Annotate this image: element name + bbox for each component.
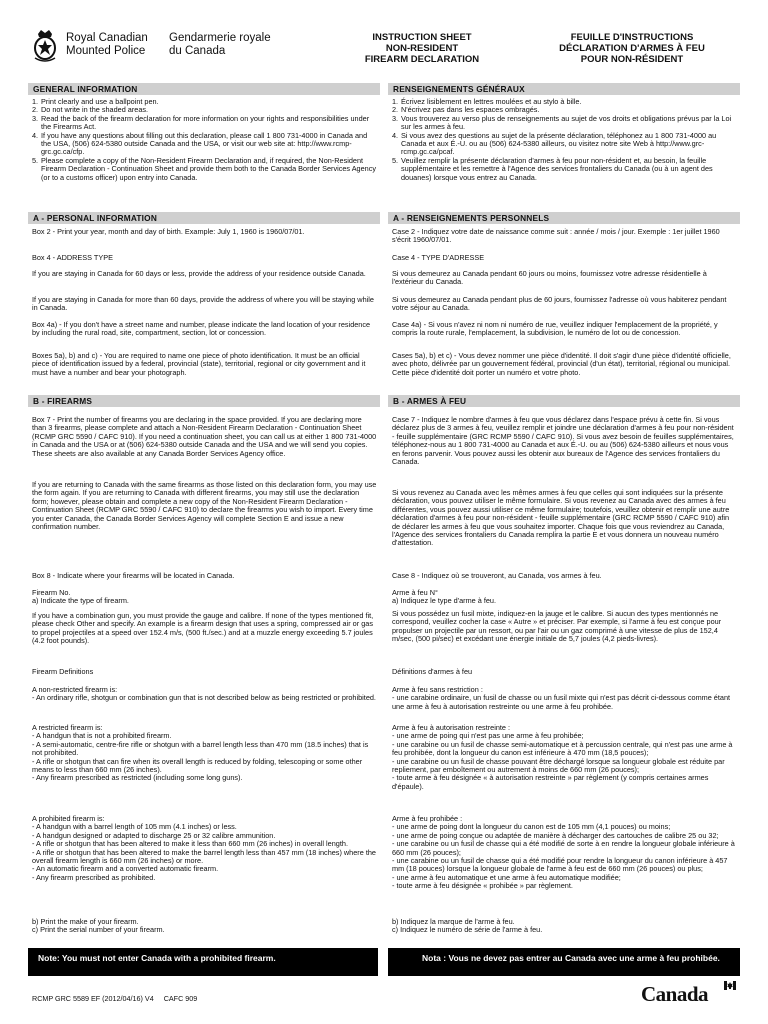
- list-item: [32, 157, 377, 182]
- list-item-text: Please complete a copy of the Non-Resident Firearm Declaration and, if required, the Non-Resident Firearm Declaration - Continuation Sheet and provide them both to the Canada Border Services Agency (or to a customs officer) upon entry into Canada.: [41, 155, 377, 182]
- paragraph: A prohibited firearm is: - A handgun with a barrel length of 105 mm (4.1 inches) or less. - A handgun designed or adapted to discharge 25 or 32 calibre ammunition. - A rifle or shotgun that has been altered to make it less than 660 mm (26 inches) in overall length. - A rifle or shotgun that has been altered to make the barrel length less than 457 mm (18 inches) where the overall firearm length is 660 mm (26 inches) or more. - An automatic firearm and a converted automatic firearm. - Any firearm prescribed as prohibited.: [32, 814, 376, 882]
- paragraph: If you are staying in Canada for 60 days or less, provide the address of your residence outside Canada.: [32, 269, 366, 278]
- canada-wordmark: Canada: [641, 982, 709, 1006]
- document-header: [32, 22, 748, 74]
- section-header-personal-fr: A - RENSEIGNEMENTS PERSONNELS: [388, 212, 740, 224]
- list-item-number: 1.: [392, 97, 399, 106]
- form-code: RCMP GRC 5589 EF (2012/04/16) V4 CAFC 909: [32, 994, 198, 1003]
- paragraph: If you have a combination gun, you must provide the gauge and calibre. If none of the types mentioned fit, please check Other and specify. An example is a firearm design that uses a spring, compressed air or gas to propel projectiles at a speed over 152.4 m/s, (500 ft./sec.) and at a muzzle energy exceeding 5.7 joules (4.2 foot pounds).: [32, 611, 374, 646]
- paragraph: If you are returning to Canada with the same firearms as those listed on this declaration form, you may use the form again. If you are returning to Canada with different firearms, you may still use the declaration form; however, please obtain and complete a new copy of the Non-Resident Firearm Declaration - Continuation Sheet (RCMP GRC 5590 / CAFC 910) to declare the firearms you wish to import. Every time you enter Canada, the Canada Border Services Agency will complete Section E and issue a new confirmation number.: [32, 480, 377, 532]
- paragraph: Case 4a) - Si vous n'avez ni nom ni numéro de rue, veuillez indiquer l'emplacement de la propriété, y compris la route rurale, l'emplacement, la subdivision, le numéro de lot ou de concession.: [392, 320, 718, 338]
- list-item-number: 5.: [392, 155, 399, 165]
- list-item-text: Print clearly and use a ballpoint pen.: [41, 97, 159, 106]
- paragraph: Box 7 - Print the number of firearms you are declaring in the space provided. If you are declaring more than 3 firearms, please complete and attach a Non-Resident Firearm Declaration - Continuation Sheet (RCMP GRC 5590 / CAFC 910). If you need a continuation sheet, you can call us at either 1 800 731-4000 in Canada and the USA or at (506) 624-5380 outside Canada and the USA and we will send you copies. These sheets are also available at any Canada Border Services Agency office.: [32, 415, 377, 458]
- paragraph: Case 7 - Indiquez le nombre d'armes à feu que vous déclarez dans l'espace prévu à cette fin. Si vous déclarez plus de 3 armes à feu, veuillez remplir et joindre une déclaration d'armes à feu pour non-résident - feuille supplémentaire (GRC RCMP 5590 / CAFC 910). Si vous avez besoin de feuilles supplémentaires, téléphonez-nous au 1 800 731-4000 au Canada et aux É.-U. ou au (506) 624-5380 ailleurs et nous vous en ferons parvenir. Vous pouvez aussi les obtenir aux bureaux de l'Agence des services frontaliers du Canada.: [392, 415, 734, 467]
- paragraph: b) Indiquez la marque de l'arme à feu. c) Indiquez le numéro de série de l'arme à feu.: [392, 917, 543, 935]
- list-item-number: 3.: [392, 113, 399, 123]
- list-item-text: Si vous avez des questions au sujet de la présente déclaration, téléphonez au 1 800 731-4000 au Canada et aux É.-U. ou au (506) 624-5380 ailleurs, ou visitez notre site Web à http://www.grc-rcmp.gc.ca/pcaf.: [401, 130, 717, 157]
- paragraph: Si vous demeurez au Canada pendant 60 jours ou moins, fournissez votre adresse résidentielle à l'extérieur du Canada.: [392, 269, 707, 287]
- paragraph: Case 8 - Indiquez où se trouveront, au Canada, vos armes à feu.: [392, 571, 602, 580]
- list-item: [392, 157, 737, 182]
- paragraph: Si vous revenez au Canada avec les mêmes armes à feu que celles qui sont indiquées sur la présente déclaration, vous pouvez utiliser le même formulaire. Si vous revenez au Canada avec des armes à feu différentes, vous pouvez aussi utiliser ce même formulaire; toutefois, veuillez obtenir et remplir une autre déclaration d'armes à feu pour non-résident - feuille supplémentaire (GRC RCMP 5590 / CAFC 910) afin de déclarer les armes à feu que vous souhaitez importer. Chaque fois que vous reviendrez au Canada, l'Agence des services frontaliers du Canada remplira la partie E et vous donnera un nouveau numéro d'attestation.: [392, 488, 730, 548]
- paragraph: Arme à feu prohibée : - une arme de poing dont la longueur du canon est de 105 mm (4,1 pouces) ou moins; - une arme de poing conçue ou adaptée de manière à décharger des cartouches de calibre 25 ou 32; - une carabine ou un fusil de chasse qui a été modifié de sorte à en rendre la longueur globale inférieure à 660 mm (26 pouces); - une carabine ou un fusil de chasse qui a été modifié pour rendre la longueur du canon inférieure à 457 mm (18 pouces) lorsque la longueur globale de l'arme à feu est de 660 mm (26 pouces) ou plus; - une arme à feu automatique et une arme à feu automatique modifiée; - toute arme à feu désignée « prohibée » par règlement.: [392, 814, 735, 891]
- canada-flag-icon: [724, 981, 736, 990]
- paragraph: Box 2 - Print your year, month and day of birth. Example: July 1, 1960 is 1960/07/01.: [32, 227, 305, 236]
- list-item-number: 4.: [32, 130, 39, 140]
- list-item-text: Read the back of the firearm declaration for more information on your rights and responsibilities under the Firearms Act.: [41, 113, 370, 132]
- general-list-en: [32, 98, 377, 182]
- section-header-firearms-fr: B - ARMES À FEU: [388, 395, 740, 407]
- list-item-number: 2.: [392, 105, 399, 115]
- list-item-text: Veuillez remplir la présente déclaration d'armes à feu pour non-résident et, au besoin, la feuille supplémentaire et les remettre à l'Agence des services frontaliers du Canada (ou à un agent des douanes) lorsque vous entrez au Canada.: [401, 155, 713, 182]
- prohibited-firearm-note-fr: Nota : Vous ne devez pas entrer au Canada avec une arme à feu prohibée.: [388, 948, 740, 976]
- section-header-general-en: GENERAL INFORMATION: [28, 83, 380, 95]
- paragraph: Firearm Definitions: [32, 667, 94, 676]
- paragraph: Case 2 - Indiquez votre date de naissance comme suit : année / mois / jour. Exemple : 1er juillet 1960 s'écrit 1960/07/01.: [392, 227, 720, 245]
- list-item-number: 3.: [32, 113, 39, 123]
- paragraph: Case 4 - TYPE D'ADRESSE: [392, 253, 485, 262]
- paragraph: Arme à feu N° a) Indiquez le type d'arme à feu.: [392, 588, 497, 606]
- paragraph: b) Print the make of your firearm. c) Print the serial number of your firearm.: [32, 917, 165, 935]
- section-header-personal-en: A - PERSONAL INFORMATION: [28, 212, 380, 224]
- list-item: [392, 115, 737, 132]
- list-item-text: N'écrivez pas dans les espaces ombragés.: [401, 105, 540, 115]
- general-list-fr: [392, 98, 737, 182]
- paragraph: Arme à feu sans restriction : - une carabine ordinaire, un fusil de chasse ou un fusil mixte qui n'est pas décrit ci-dessous comme étant une arme à feu à autorisation restreinte ou une arme à feu prohibée.: [392, 685, 731, 711]
- agency-name-fr: Gendarmerie royale du Canada: [169, 32, 271, 57]
- paragraph: Box 8 - Indicate where your firearms will be located in Canada.: [32, 571, 235, 580]
- document-title-fr: FEUILLE D'INSTRUCTIONS DÉCLARATION D'ARMES À FEU POUR NON-RÉSIDENT: [559, 32, 705, 65]
- paragraph: Définitions d'armes à feu: [392, 667, 473, 676]
- section-header-general-fr: RENSEIGNEMENTS GÉNÉRAUX: [388, 83, 740, 95]
- list-item-text: If you have any questions about filling out this declaration, please call 1 800 731-4000 in Canada and the USA, (506) 624-5380 outside Canada and the USA, or visit our web site at: http://www.rcmp-grc.gc.ca/cfp.: [41, 130, 368, 157]
- paragraph: Boxes 5a), b) and c) - You are required to name one piece of photo identification. It must be an official piece of identification issued by a federal, provincial (state), territorial, regional or city government and it must have a number and bear your photograph.: [32, 351, 366, 377]
- list-item: [32, 132, 377, 157]
- paragraph: A restricted firearm is: - A handgun that is not a prohibited firearm. - A semi-automatic, centre-fire rifle or shotgun with a barrel length less than 470 mm (18.5 inches) that is not prohibited. - A rifle or shotgun that can fire when its overall length is reduced by folding, telescoping or some other means to less than 660 mm (26 inches). - Any firearm prescribed as restricted (including some long guns).: [32, 723, 369, 783]
- document-title-en: INSTRUCTION SHEET NON-RESIDENT FIREARM DECLARATION: [364, 32, 480, 65]
- list-item-text: Vous trouverez au verso plus de renseignements au sujet de vos droits et obligations prévus par la Loi sur les armes à feu.: [401, 113, 732, 132]
- list-item: [32, 115, 377, 132]
- list-item-text: Écrivez lisiblement en lettres moulées et au stylo à bille.: [401, 97, 582, 106]
- paragraph: Box 4a) - If you don't have a street name and number, please indicate the land location of your residence by including the rural road, site, compartment, section, lot or concession.: [32, 320, 371, 338]
- section-header-firearms-en: B - FIREARMS: [28, 395, 380, 407]
- rcmp-crest-icon: [32, 28, 58, 62]
- list-item-number: 5.: [32, 155, 39, 165]
- paragraph: Arme à feu à autorisation restreinte : - une arme de poing qui n'est pas une arme à feu prohibée; - une carabine ou un fusil de chasse semi-automatique et à percussion centrale, qui n'est pas une arme à feu prohibée, dont la longueur du canon est inférieure à 470 mm (18,5 pouces); - une carabine ou un fusil de chasse pouvant être déchargé lorsque sa longueur globale est réduite par repliement, par emboîtement ou autrement à moins de 660 mm (26 pouces); - toute arme à feu désignée « à autorisation restreinte » par règlement (y compris certaines armes d'épaule).: [392, 723, 733, 791]
- paragraph: If you are staying in Canada for more than 60 days, provide the address of where you will be staying while in Canada.: [32, 295, 374, 313]
- paragraph: A non-restricted firearm is: - An ordinary rifle, shotgun or combination gun that is not described below as being restricted or prohibited.: [32, 685, 376, 703]
- list-item-number: 4.: [392, 130, 399, 140]
- list-item-number: 1.: [32, 97, 39, 106]
- paragraph: Firearm No. a) Indicate the type of firearm.: [32, 588, 129, 606]
- agency-name-en: Royal Canadian Mounted Police: [66, 32, 148, 57]
- paragraph: Si vous demeurez au Canada pendant plus de 60 jours, fournissez l'adresse où vous habiterez pendant votre séjour au Canada.: [392, 295, 727, 313]
- list-item-number: 2.: [32, 105, 39, 115]
- prohibited-firearm-note-en: Note: You must not enter Canada with a prohibited firearm.: [28, 948, 378, 976]
- list-item-text: Do not write in the shaded areas.: [41, 105, 149, 115]
- paragraph: Cases 5a), b) et c) - Vous devez nommer une pièce d'identité. Il doit s'agir d'une pièce d'identité officielle, avec photo, délivrée par un gouvernement fédéral, provincial (d'un état), territorial, régional ou municipal. Cette pièce d'identité doit porter un numéro et votre photo.: [392, 351, 731, 377]
- paragraph: Box 4 - ADDRESS TYPE: [32, 253, 113, 262]
- paragraph: Si vous possédez un fusil mixte, indiquez-en la jauge et le calibre. Si aucun des types mentionnés ne correspond, veuillez cocher la case « Autre » et préciser. Par exemple, si l'arme à feu est conçue pour propulser un projectile par un ressort, ou par l'air ou un gaz comprimé à une vitesse de plus de 152,4 m/sec, (500 pi/sec) et excédant une énergie initiale de 5,7 joules (4,2 pieds-livres).: [392, 609, 722, 644]
- list-item: [392, 132, 737, 157]
